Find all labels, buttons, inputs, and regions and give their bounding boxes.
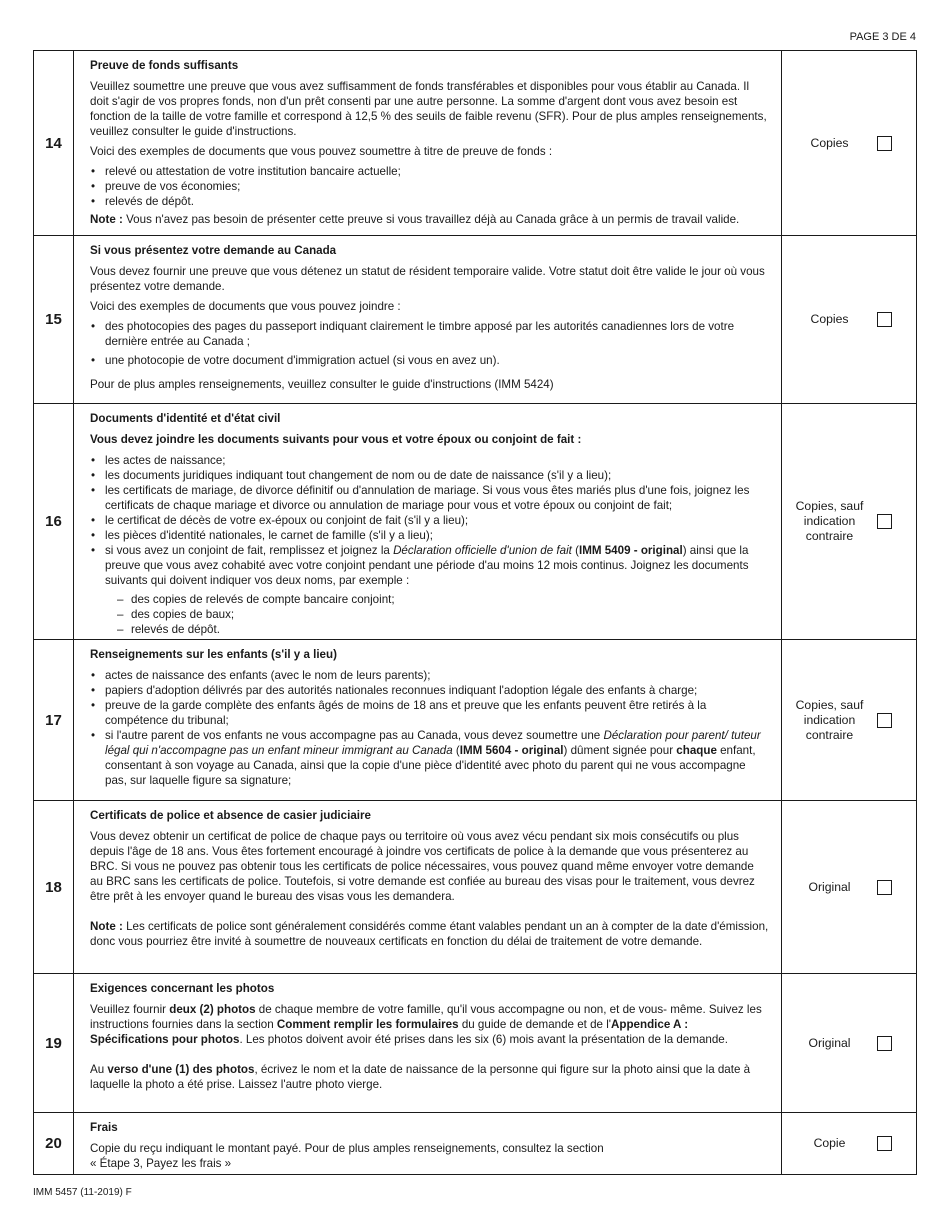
list-item: • les documents juridiques indiquant tout changement de nom ou de date de naissance (s'il y a lieu); <box>90 468 769 483</box>
checkbox-18[interactable] <box>877 880 892 895</box>
paragraph: Veuillez fournir deux (2) photos de chaque membre de votre famille, qu'il vous accompagne ou non, et de vous- même. Suivez les instructions fournies dans la section Comment remplir les formulaires du guide de demande et de l'Appendice A : Spécifications pour photos. Les photos doivent avoir été prises dans les six (6) mois avant la présentation de la demande. <box>90 1003 762 1046</box>
list-item: • si vous avez un conjoint de fait, remplissez et joignez la Déclaration officielle d'union de fait (IMM 5409 - original) ainsi que la preuve que vous avez cohabité avec votre conjoint pendant une période d'au moins 12 mois continus. Joignez les documents suivants qui doivent indiquer vos deux noms, par exemple : <box>90 543 769 588</box>
checklist-row-14 <box>34 51 916 236</box>
item-title: Documents d'identité et d'état civil <box>90 412 281 425</box>
paragraph: Voici des exemples de documents que vous pouvez soumettre à titre de preuve de fonds : <box>90 145 553 158</box>
note-label: Note : <box>90 213 123 226</box>
checklist-row-19 <box>34 974 916 1113</box>
item-number: 17 <box>34 640 74 800</box>
sub-list-item: – relevés de dépôt. <box>116 622 769 637</box>
item-description <box>74 51 782 235</box>
checklist-row-17 <box>34 640 916 801</box>
item-title: Exigences concernant les photos <box>90 982 275 995</box>
item-description <box>74 1113 782 1174</box>
bullet-list <box>90 453 769 588</box>
document-type: Copies <box>810 135 849 150</box>
document-type: Copies, sauf indication contraire <box>795 499 864 543</box>
document-checklist-table <box>33 50 917 1175</box>
item-title: Certificats de police et absence de casier judiciaire <box>90 809 371 822</box>
list-item: • les pièces d'identité nationales, le carnet de famille (s'il y a lieu); <box>90 528 769 543</box>
document-type: Copies, sauf indication contraire <box>795 697 864 742</box>
checkbox-16[interactable] <box>877 514 892 529</box>
note: Note : Les certificats de police sont généralement considérés comme étant valables pendant un an à compter de la date d'émission, donc vous pourriez être invité à soumettre de nouveaux certificats en fonction du délai de traitement de votre demande. <box>90 920 769 948</box>
checkbox-15[interactable] <box>877 312 892 327</box>
item-title: Si vous présentez votre demande au Canada <box>90 244 337 257</box>
item-number: 20 <box>34 1113 74 1174</box>
document-type: Original <box>808 879 851 894</box>
note-label: Note : <box>90 920 123 933</box>
checklist-row-15 <box>34 236 916 404</box>
page-number: PAGE 3 DE 4 <box>849 31 916 43</box>
paragraph: Pour de plus amples renseignements, veuillez consulter le guide d'instructions (IMM 5424) <box>90 378 554 391</box>
paragraph: Veuillez soumettre une preuve que vous avez suffisamment de fonds transférables et disponibles pour vous établir au Canada. Il doit s'agir de vos propres fonds, non d'un prêt consenti par une autre personne. La somme d'argent dont vous avez besoin est fonction de la taille de votre famille et correspond à 12,5 % des seuils de faible revenu (SFR). Pour de plus amples renseignements, veuillez consulter le guide d'instructions. <box>90 80 767 138</box>
item-description <box>74 236 782 403</box>
item-number: 18 <box>34 801 74 973</box>
list-item: • actes de naissance des enfants (avec le nom de leurs parents); <box>90 668 769 683</box>
paragraph-line: Copie du reçu indiquant le montant payé. Pour de plus amples renseignements, consultez la section <box>90 1142 604 1155</box>
list-item: • papiers d'adoption délivrés par des autorités nationales reconnues indiquant l'adoption légale des enfants à charge; <box>90 683 769 698</box>
list-item: • si l'autre parent de vos enfants ne vous accompagne pas au Canada, vous devez soumettre une Déclaration pour parent/ tuteur légal qui n'accompagne pas un enfant mineur immigrant au Canada (IMM 5604 - original) dûment signée pour chaque enfant, consentant à son voyage au Canada, ainsi que la copie d'une pièce d'identité avec photo du parent qui ne vous accompagne pas, sur laquelle figure sa signature; <box>90 728 769 788</box>
list-item: • les certificats de mariage, de divorce définitif ou d'annulation de mariage. Si vous vous êtes mariés plus d'une fois, joignez les certificats de chaque mariage et divorce ou annulation de mariage pour vous et votre époux ou conjoint de fait; <box>90 483 769 513</box>
item-description <box>74 974 782 1112</box>
sub-list-item: – des copies de baux; <box>116 607 769 622</box>
note: Note : Vous n'avez pas besoin de présenter cette preuve si vous travaillez déjà au Canada grâce à un permis de travail valide. <box>90 213 740 226</box>
sub-list <box>116 592 769 637</box>
checklist-row-16 <box>34 404 916 640</box>
checkbox-19[interactable] <box>877 1036 892 1051</box>
bullet-list <box>90 319 769 368</box>
item-title: Preuve de fonds suffisants <box>90 59 239 72</box>
item-title: Frais <box>90 1121 118 1134</box>
checklist-row-20 <box>34 1113 916 1174</box>
document-type: Copies <box>810 312 849 326</box>
paragraph: Voici des exemples de documents que vous pouvez joindre : <box>90 300 401 313</box>
list-item: • preuve de la garde complète des enfants âgés de moins de 18 ans et preuve que les enfants peuvent être retirés à la compétence du tribunal; <box>90 698 769 728</box>
item-description <box>74 640 782 800</box>
item-title: Renseignements sur les enfants (s'il y a lieu) <box>90 648 337 661</box>
paragraph: Au verso d'une (1) des photos, écrivez le nom et la date de naissance de la personne qui figure sur la photo ainsi que la date à laquelle la photo a été prise. Laissez l'autre photo vierge. <box>90 1063 751 1091</box>
form-identifier: IMM 5457 (11-2019) F <box>33 1187 132 1198</box>
list-item: • des photocopies des pages du passeport indiquant clairement le timbre apposé par les autorités canadiennes lors de votre dernière entrée au Canada ; <box>90 319 769 349</box>
list-item: • preuve de vos économies; <box>90 179 769 194</box>
checklist-row-18 <box>34 801 916 974</box>
item-description <box>74 801 782 973</box>
item-number: 19 <box>34 974 74 1112</box>
paragraph-line: « Étape 3, Payez les frais » <box>90 1157 232 1170</box>
document-type: Original <box>808 1035 851 1050</box>
list-item: • relevé ou attestation de votre institution bancaire actuelle; <box>90 164 769 179</box>
list-item: • le certificat de décès de votre ex-époux ou conjoint de fait (s'il y a lieu); <box>90 513 769 528</box>
checkbox-17[interactable] <box>877 713 892 728</box>
bullet-list <box>90 164 769 209</box>
item-number: 16 <box>34 404 74 639</box>
item-subtitle: Vous devez joindre les documents suivants pour vous et votre époux ou conjoint de fait : <box>90 433 582 446</box>
item-description <box>74 404 782 639</box>
sub-list-item: – des copies de relevés de compte bancaire conjoint; <box>116 592 769 607</box>
list-item: • une photocopie de votre document d'immigration actuel (si vous en avez un). <box>90 353 769 368</box>
list-item: • relevés de dépôt. <box>90 194 769 209</box>
bullet-list <box>90 668 769 788</box>
list-item: • les actes de naissance; <box>90 453 769 468</box>
checkbox-14[interactable] <box>877 136 892 151</box>
paragraph: Vous devez obtenir un certificat de police de chaque pays ou territoire où vous avez vécu pendant six mois consécutifs ou plus depuis l'âge de 18 ans. Vous êtes fortement encouragé à joindre vos certificats de police à la demande que vous présenterez au BRC. Si vous ne pouvez pas obtenir tous les certificats de police nécessaires, vous pouvez quand même envoyer votre demande au BRC sans les certificats de police. Toutefois, si votre demande est confiée au bureau des visas pour le traitement, vous devrez être prêt à les envoyer quand le bureau des visas vous les demandera. <box>90 830 755 903</box>
item-number: 14 <box>34 51 74 235</box>
paragraph: Vous devez fournir une preuve que vous détenez un statut de résident temporaire valide. Votre statut doit être valide le jour où vous présentez votre demande. <box>90 265 765 293</box>
checkbox-20[interactable] <box>877 1136 892 1151</box>
item-number: 15 <box>34 236 74 403</box>
document-type: Copie <box>813 1136 846 1150</box>
